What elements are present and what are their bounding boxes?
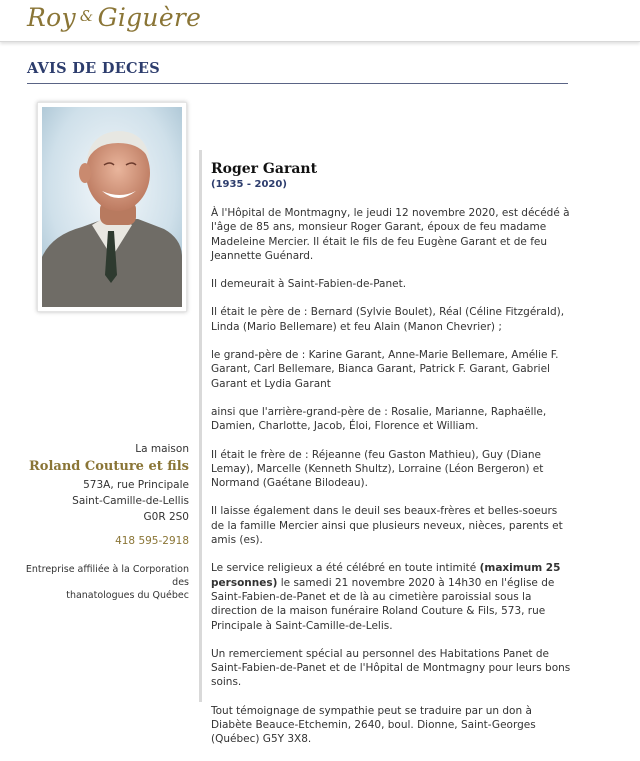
service-capacity: (maximum 25 personnes) — [211, 562, 561, 589]
logo-ampersand: & — [79, 7, 94, 25]
service-text-after: le samedi 21 novembre 2020 à 14h30 en l'église de Saint-Fabien-de-Panet et de là au cimetière paroissial sous la direction de la maison funéraire Roland Couture & Fils, 573, rue Principale à Saint-Camille-de-Lelis. — [211, 576, 555, 632]
section-divider — [27, 83, 568, 84]
funeral-home-name: Roland Couture et fils — [29, 459, 189, 474]
obituary-paragraph-great-grandchildren: ainsi que l'arrière-grand-père de : Rosalie, Marianne, Raphaëlle, Damien, Charlotte, Jacob, Éloi, Florence et William. — [211, 405, 547, 433]
affiliation-line1: Entreprise affiliée à la Corporation des — [25, 564, 189, 588]
obituary-content — [211, 160, 573, 761]
obituary-paragraph-family: Il laisse également dans le deuil ses beaux-frères et belles-soeurs de la famille Mercier ainsi que plusieurs neveux, nièces, parents et amis (es). — [211, 505, 563, 547]
funeral-home-postal-code: G0R 2S0 — [143, 511, 189, 523]
obituary-paragraph-residence: Il demeurait à Saint-Fabien-de-Panet. — [211, 278, 407, 291]
affiliation-line2: thanatologues du Québec — [66, 590, 189, 601]
funeral-home-phone[interactable]: 418 595-2918 — [115, 535, 189, 547]
logo-text-right: Giguère — [97, 3, 202, 32]
obituary-paragraph-death: À l'Hôpital de Montmagny, le jeudi 12 novembre 2020, est décédé à l'âge de 85 ans, monsieur Roger Garant, époux de feu madame Madeleine Mercier. Il était le fils de feu Eugène Garant et de feu Jeannette Guénard. — [211, 207, 570, 262]
obituary-paragraph-thanks: Un remerciement spécial au personnel des Habitations Panet de Saint-Fabien-de-Panet et de l'Hôpital de Montmagny pour leurs bons soins. — [211, 647, 571, 689]
obituary-paragraph-siblings: Il était le frère de : Réjeanne (feu Gaston Mathieu), Guy (Diane Lemay), Marcelle (Kenneth Shultz), Lorraine (Léon Bergeron) et Normand (Gaétane Bilodeau). — [211, 448, 544, 490]
logo-text-left: Roy — [27, 3, 76, 32]
affiliation-note — [9, 563, 189, 602]
funeral-home-intro: La maison — [135, 443, 189, 455]
funeral-home-info — [9, 441, 189, 602]
section-title: AVIS DE DECES — [27, 60, 161, 77]
funeral-home-address-line1: 573A, rue Principale — [83, 479, 189, 491]
deceased-name: Roger Garant — [211, 161, 318, 177]
obituary-paragraph-children: Il était le père de : Bernard (Sylvie Boulet), Réal (Céline Fitzgérald), Linda (Mario Bellemare) et feu Alain (Manon Chevrier) ; — [211, 306, 565, 333]
service-text-before: Le service religieux a été célébré en toute intimité — [211, 562, 480, 575]
site-header — [0, 0, 640, 42]
obituary-paragraph-donation: Tout témoignage de sympathie peut se traduire par un don à Diabète Beauce-Etchemin, 2640, boul. Dionne, Saint-Georges (Québec) G5Y 3X8. — [211, 704, 536, 746]
portrait-image — [42, 107, 182, 307]
deceased-photo — [37, 102, 187, 312]
site-logo[interactable] — [27, 3, 201, 32]
deceased-years: (1935 - 2020) — [211, 179, 287, 190]
obituary-paragraph-grandchildren: le grand-père de : Karine Garant, Anne-Marie Bellemare, Amélie F. Garant, Carl Bellemare, Bianca Garant, Patrick F. Garant, Gabriel Garant et Lydia Garant — [211, 349, 559, 390]
content-divider — [199, 150, 202, 702]
obituary-paragraph-service — [211, 561, 573, 632]
funeral-home-address-line2: Saint-Camille-de-Lellis — [72, 495, 189, 507]
